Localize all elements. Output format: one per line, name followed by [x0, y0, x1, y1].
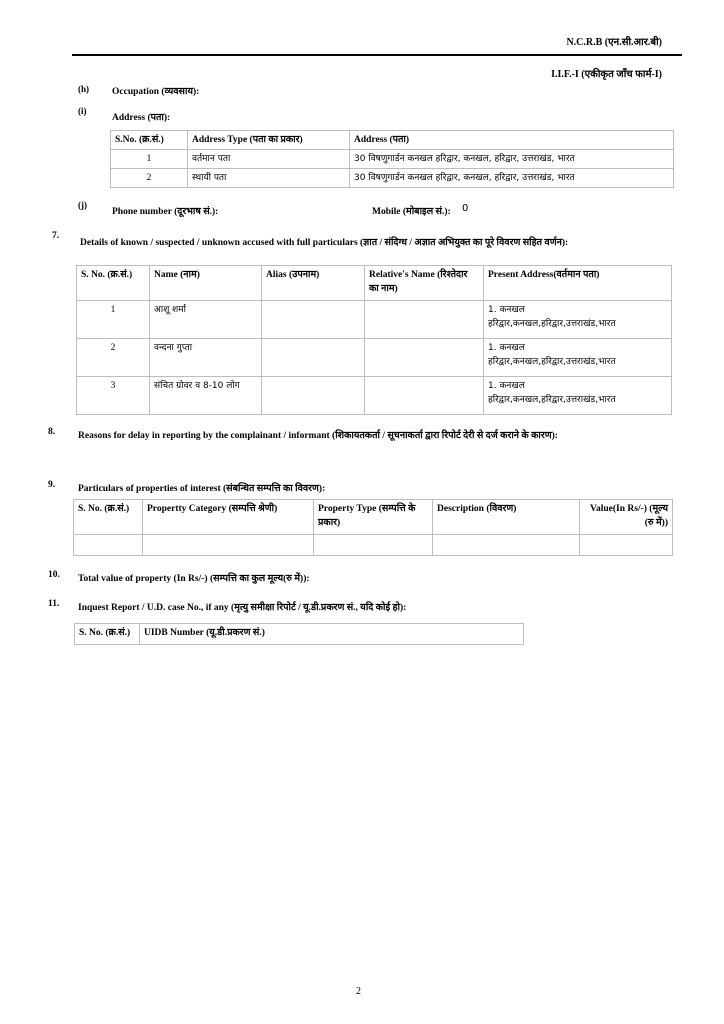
present-address-cell: 1. कनखल हरिद्वार,कनखल,हरिद्वार,उत्तराखंड,भारत [484, 377, 672, 415]
empty-cell [74, 535, 143, 556]
table-header-row [77, 266, 672, 301]
delay-label: Reasons for delay in reporting by the complainant / informant (शिकायतकर्ता / सूचनाकर्ता द्वारा रिपोर्ट देरी से दर्ज कराने के कारण): [78, 431, 558, 441]
phone-label: Phone number (दूरभाष सं.): [112, 207, 219, 217]
column-header: Address Type (पता का प्रकार) [188, 131, 350, 150]
column-header: Description (विवरण) [433, 500, 580, 535]
column-header: S. No. (क्र.सं.) [75, 624, 140, 645]
address-type-cell: वर्तमान पता [188, 150, 350, 169]
section-number: 10. [48, 570, 60, 580]
section-number: 11. [48, 599, 60, 609]
name-cell: संचित ग्रोवर व 8-10 लोग [150, 377, 262, 415]
alias-cell [262, 377, 365, 415]
column-header: Address (पता) [350, 131, 674, 150]
present-address-cell: 1. कनखल हरिद्वार,कनखल,हरिद्वार,उत्तराखंड,भारत [484, 301, 672, 339]
form-name: I.I.F.-I (एकीकृत जाँच फार्म-I) [551, 69, 662, 80]
alias-cell [262, 301, 365, 339]
sno-cell: 2 [111, 169, 188, 188]
accused-table [76, 265, 672, 415]
address-marker: (i) [78, 106, 87, 116]
address-table [110, 130, 674, 188]
table-row [77, 339, 672, 377]
ncrb-header: N.C.R.B (एन.सी.आर.बी) [566, 37, 662, 48]
table-row [111, 150, 674, 169]
relative-cell [365, 301, 484, 339]
column-header: Property Type (सम्पत्ति के प्रकार) [314, 500, 433, 535]
name-cell: आशू शर्मा [150, 301, 262, 339]
properties-table [73, 499, 673, 556]
sno-cell: 2 [77, 339, 150, 377]
alias-cell [262, 339, 365, 377]
section-number: 8. [48, 427, 56, 437]
mobile-label: Mobile (मोबाइल सं.): [372, 207, 451, 217]
column-header: UIDB Number (यू.डी.प्रकरण सं.) [140, 624, 524, 645]
sno-cell: 1 [111, 150, 188, 169]
empty-cell [433, 535, 580, 556]
table-row [77, 301, 672, 339]
table-header-row [75, 624, 524, 645]
column-header: Alias (उपनाम) [262, 266, 365, 301]
address-cell: 30 विषणुगार्डन कनखल हरिद्वार, कनखल, हरिद्वार, उत्तराखंड, भारत [350, 169, 674, 188]
sno-cell: 3 [77, 377, 150, 415]
column-header: Name (नाम) [150, 266, 262, 301]
properties-label: Particulars of properties of interest (संबन्धित सम्पत्ति का विवरण): [78, 484, 326, 494]
empty-cell [580, 535, 673, 556]
column-header: Value(In Rs/-) (मूल्य (रु में)) [580, 500, 673, 535]
column-header: S. No. (क्र.सं.) [77, 266, 150, 301]
total-value-label: Total value of property (In Rs/-) (सम्पत्ति का कुल मूल्य(रु में)): [78, 574, 310, 584]
page-number: 2 [356, 986, 361, 997]
accused-label: Details of known / suspected / unknown accused with full particulars (ज्ञात / संदिग्ध / अज्ञात अभियुक्त का पूरे विवरण सहित वर्णन): [80, 238, 569, 248]
name-cell: वन्दना गुप्ता [150, 339, 262, 377]
table-header-row [111, 131, 674, 150]
column-header: S. No. (क्र.सं.) [74, 500, 143, 535]
section-number: 7. [52, 231, 60, 241]
address-label: Address (पता): [112, 113, 171, 123]
empty-cell [314, 535, 433, 556]
relative-cell [365, 339, 484, 377]
inquest-label: Inquest Report / U.D. case No., if any (मृत्यु समीक्षा रिपोर्ट / यू.डी.प्रकरण सं., यदि कोई हो): [78, 603, 407, 613]
inquest-table [74, 623, 524, 645]
present-address-cell: 1. कनखल हरिद्वार,कनखल,हरिद्वार,उत्तराखंड,भारत [484, 339, 672, 377]
column-header: Present Address(वर्तमान पता) [484, 266, 672, 301]
sno-cell: 1 [77, 301, 150, 339]
mobile-value: 0 [462, 203, 469, 214]
header-rule [72, 54, 682, 56]
occupation-label: Occupation (व्यवसाय): [112, 87, 200, 97]
address-type-cell: स्थायी पता [188, 169, 350, 188]
address-cell: 30 विषणुगार्डन कनखल हरिद्वार, कनखल, हरिद्वार, उत्तराखंड, भारत [350, 150, 674, 169]
column-header: Propertty Category (सम्पत्ति श्रेणी) [143, 500, 314, 535]
table-header-row [74, 500, 673, 535]
table-row [74, 535, 673, 556]
table-row [111, 169, 674, 188]
empty-cell [143, 535, 314, 556]
table-row [77, 377, 672, 415]
column-header: Relative's Name (रिश्तेदार का नाम) [365, 266, 484, 301]
section-number: 9. [48, 480, 56, 490]
phone-marker: (j) [78, 200, 87, 210]
column-header: S.No. (क्र.सं.) [111, 131, 188, 150]
relative-cell [365, 377, 484, 415]
occupation-marker: (h) [78, 84, 89, 94]
